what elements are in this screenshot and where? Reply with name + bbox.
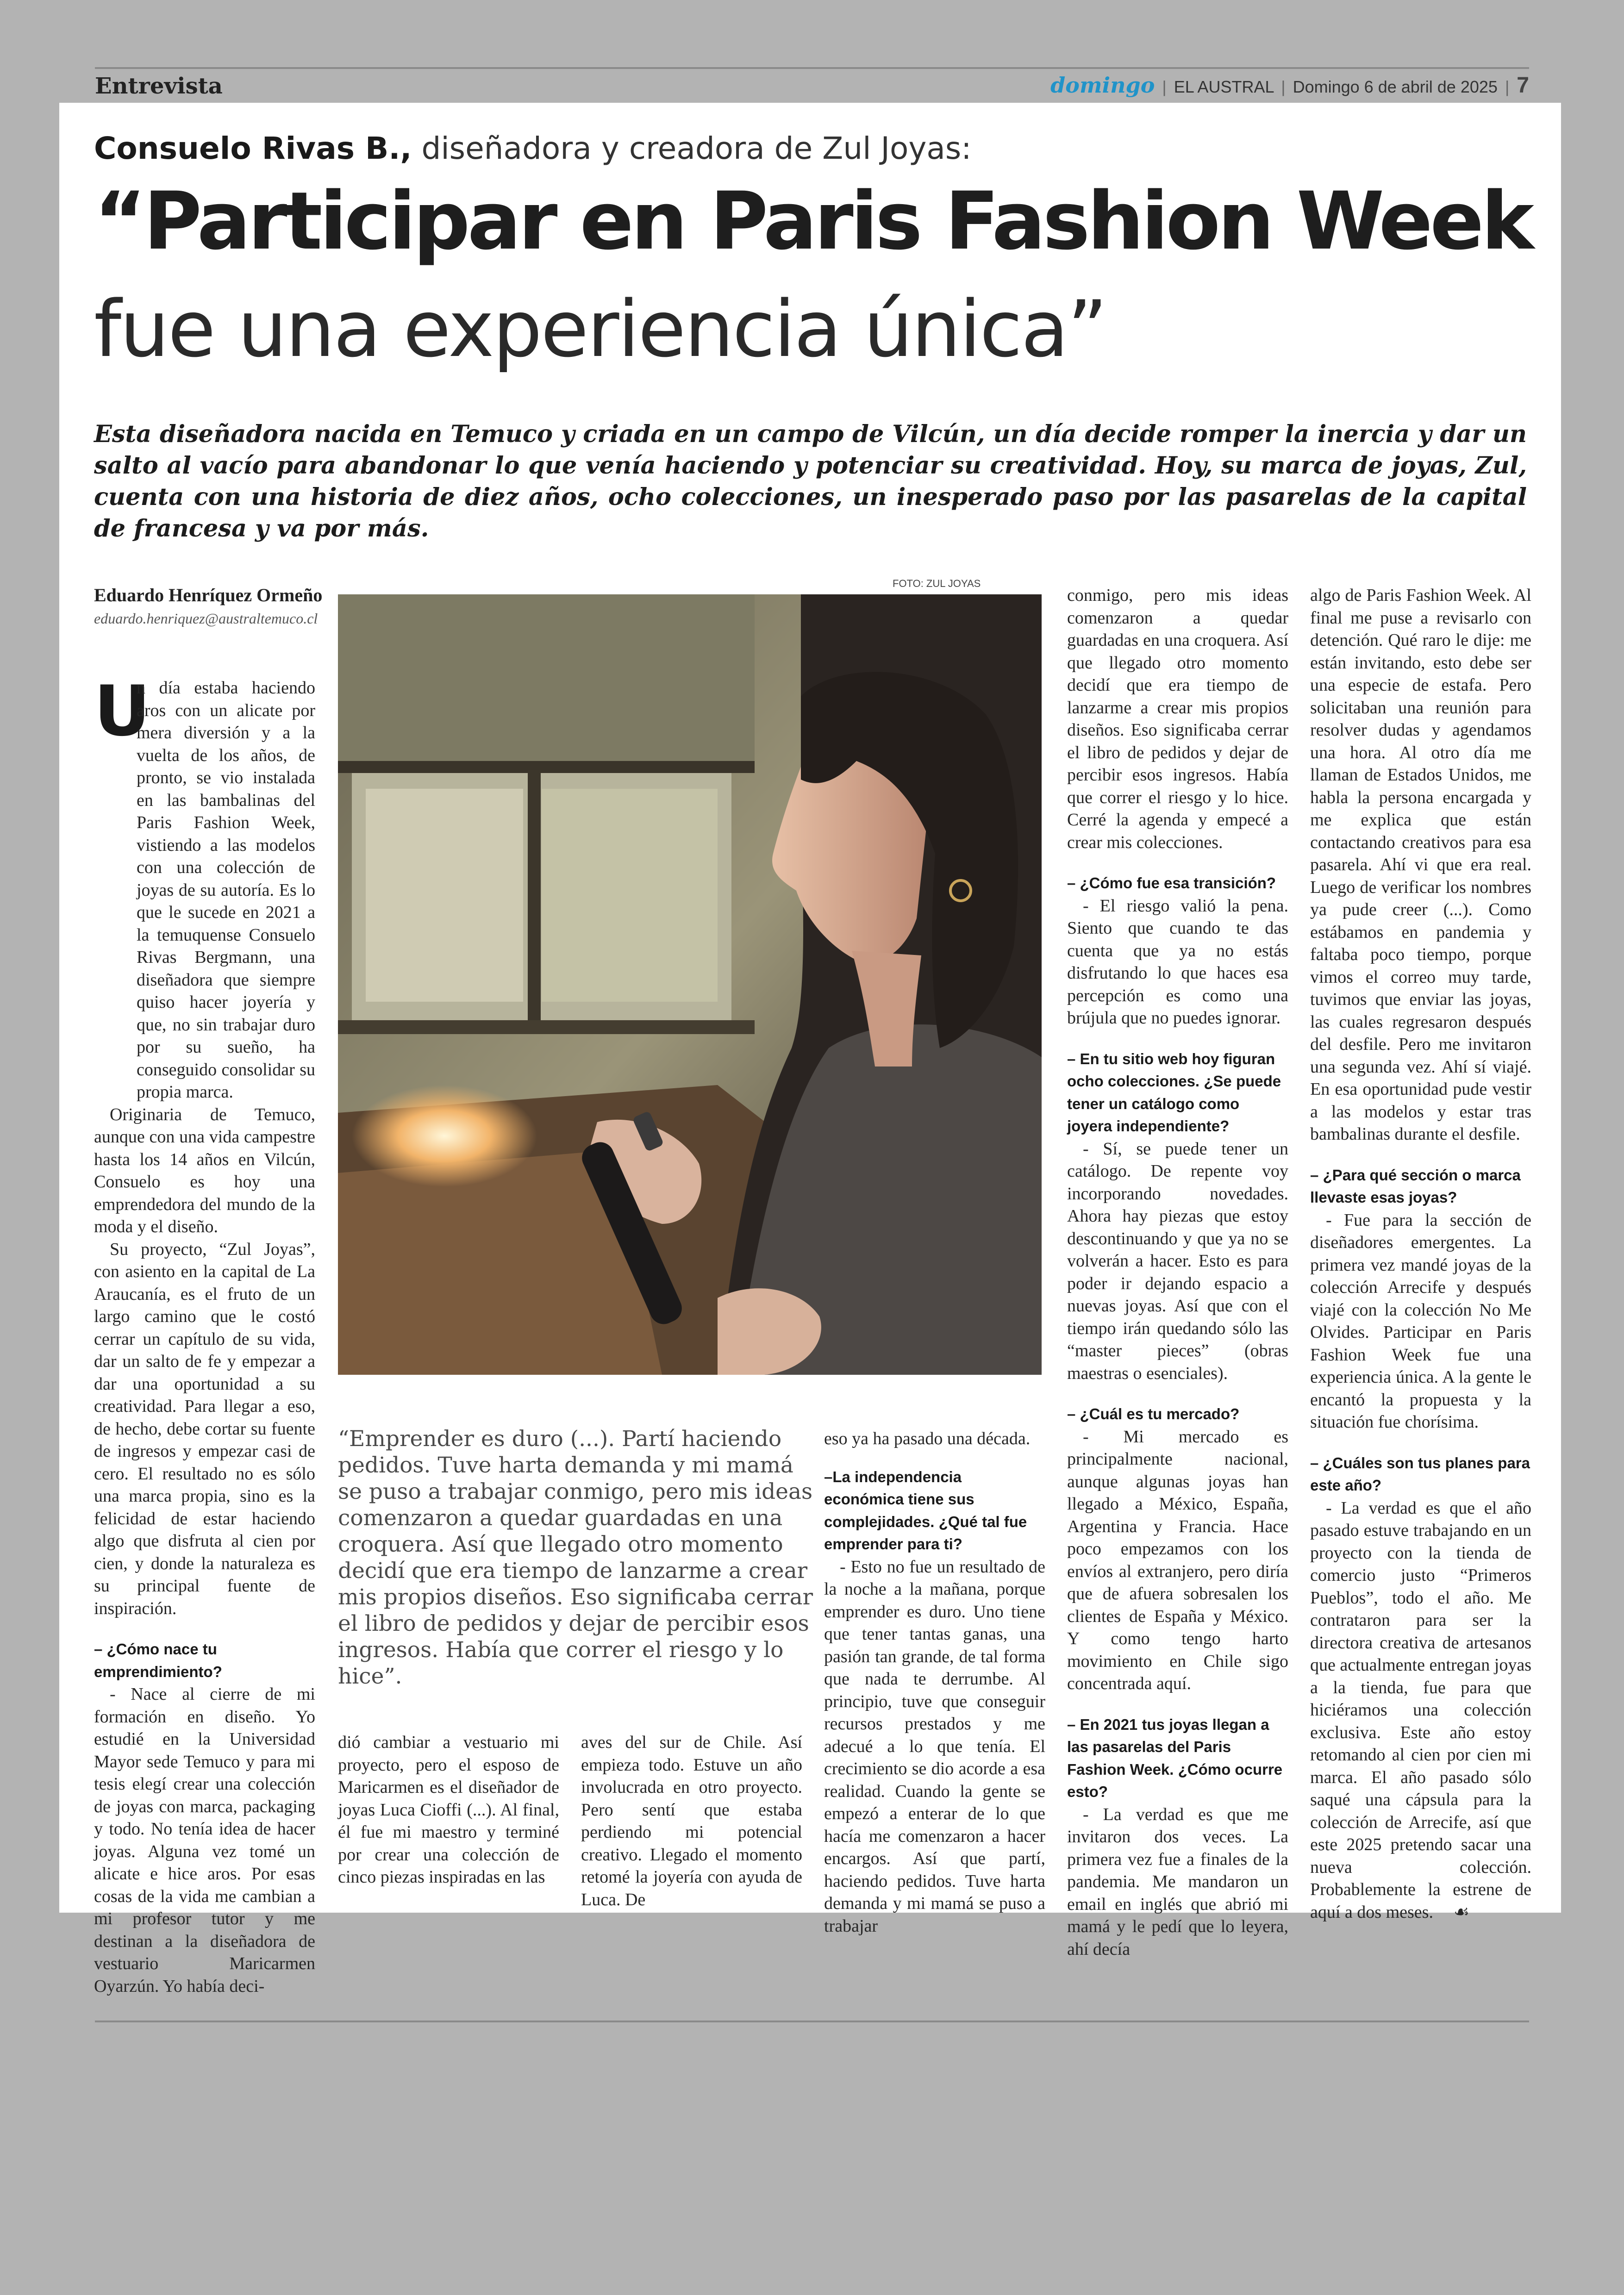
paragraph: dió cambiar a vestuario mi proyecto, pero el esposo de Maricarmen es el diseñador de joyas Luca Cioffi (...). Al final, él fue mi maestro y terminé por crear una colección de cinco piezas inspiradas en las [338, 1733, 559, 1887]
interview-question: – ¿Cómo fue esa transición? [1067, 874, 1276, 892]
page-header [95, 69, 1529, 103]
column-3-bottom [581, 1731, 802, 1911]
interview-question: – ¿Para qué sección o marca llevaste esas joyas? [1310, 1166, 1521, 1206]
column-1 [94, 671, 315, 1997]
section-label: Entrevista [95, 73, 223, 99]
newspaper-name: EL AUSTRAL [1174, 77, 1274, 96]
column-5 [1310, 584, 1531, 1923]
headline-line-1: “Participar en Paris Fashion Week [94, 175, 1531, 268]
paragraph: - El riesgo valió la pena. Siento que cuando te das cuenta que ya no estás disfrutando lo que haces esa percepción es como una brújula que no puedes ignorar. [1067, 896, 1288, 1028]
end-of-article-icon: ☙ [1453, 1902, 1470, 1922]
interview-question: – En 2021 tus joyas llegan a las pasarelas del Paris Fashion Week. ¿Cómo ocurre esto? [1067, 1715, 1283, 1800]
interviewee-name: Consuelo Rivas B., [94, 131, 412, 166]
folio-divider: | [1162, 77, 1167, 96]
paragraph: - Sí, se puede tener un catálogo. De repente voy incorporando novedades. Ahora hay piezas que estoy descontinuando y que ya no se volverán a hacer. Esto es para poder ir dejando espacio a nuevas joyas. Así que con el tiempo irán quedando sólo las “master pieces” (obras maestras o esenciales). [1067, 1139, 1288, 1383]
article-deck: Esta diseñadora nacida en Temuco y criada en un campo de Vilcún, un día decide romper la inercia y dar un salto al vacío para abandonar lo que venía haciendo y potenciar su creatividad. Hoy, su marca de joyas, Zul, cuenta con una historia de diez años, ocho colecciones, un inesperado paso por las pasarelas de la capital de francesa y va por más. [94, 420, 1527, 543]
paragraph: aves del sur de Chile. Así empieza todo. Estuve un año involucrada en otro proyecto. Pero sentí que estaba perdiendo mi potencial creativo. Llegado el momento retomé la joyería con ayuda de Luca. De [581, 1733, 802, 1909]
paragraph-text: n día estaba haciendo aros con un alicate por mera diversión y a la vuelta de los años, de pronto, se vio instalada en las bambalinas del Paris Fashion Week, vistiendo a las modelos con una colección de joyas de su autoría. Es lo que le sucede en 2021 a la temuquense Consuelo Rivas Bergmann, una diseñadora que siempre quiso hacer joyería y que, no sin trabajar duro por su sueño, ha conseguido consolidar su propia marca. [137, 678, 315, 1102]
folio-divider: | [1505, 77, 1510, 96]
author-email: eduardo.henriquez@australtemuco.cl [94, 610, 318, 627]
column-3 [824, 1428, 1045, 1937]
paragraph: - Esto no fue un resultado de la noche a la mañana, porque emprender es duro. Uno tiene que tener tantas ganas, una pasión tan grande, de tal forma que nada te derrumbe. Al principio, tuve que conseguir recursos prestados y me adecué a lo que tenía. El crecimiento se dio acorde a esa realidad. Cuando la gente se empezó a enterar de lo que hacía me comenzaron a hacer encargos. Así que partí, haciendo pedidos. Tuve harta demanda y mi mamá se puso a trabajar [824, 1557, 1045, 1936]
paragraph: Originaria de Temuco, aunque con una vida campestre hasta los 14 años en Vilcún, Consuelo es hoy una emprendedora del mundo de la moda y el diseño. [94, 1104, 315, 1236]
pull-quote: “Emprender es duro (...). Partí haciendo pedidos. Tuve harta demanda y mi mamá se puso a trabajar conmigo, pero mis ideas comenzaron a quedar guardadas en una croquera. Así que llegado otro momento decidí que era tiempo de lanzarme a crear mis propios diseños. Eso significaba cerrar el libro de pedidos y dejar de percibir esos ingresos. Había que correr el riesgo y lo hice”. [338, 1426, 813, 1689]
article-page [59, 103, 1561, 1996]
issue-date: Domingo 6 de abril de 2025 [1293, 77, 1498, 96]
interview-question: – ¿Cuál es tu mercado? [1067, 1405, 1240, 1422]
interview-question: –La independencia económica tiene sus complejidades. ¿Qué tal fue emprender para ti? [824, 1468, 1027, 1553]
headline-line-2: fue una experiencia única” [94, 284, 1106, 374]
paragraph: - Nace al cierre de mi formación en diseño. Yo estudié en la Universidad Mayor sede Temuco y para mi tesis elegí crear una colección de joyas con marca, packaging y todo. No tenía idea de hacer joyas. Alguna vez tomé un alicate e hice aros. Por esas cosas de la vida me cambian a mi profesor tutor y me destinan a la diseñadora de vestuario Maricarmen Oyarzún. Yo había deci- [94, 1684, 315, 1996]
paragraph [94, 671, 315, 1104]
top-rule [95, 67, 1529, 69]
paragraph [1310, 1497, 1531, 1924]
paragraph: algo de Paris Fashion Week. Al final me puse a revisarlo con detención. Qué raro le dije: me están invitando, esto debe ser una especie de estafa. Pero solicitaban una reunión para resolver dudas y agendamos una hora. Al otro día me llaman de Estados Unidos, me habla la persona encargada y me explica que están contactando creativos para esa pasarela. Ahí vi que era real. Luego de verificar los nombres ya pude creer (...). Como estábamos en pandemia y faltaba poco tiempo, porque vimos el correo muy tarde, tuvimos que enviar las joyas, las cuales regresaron después del desfile. Pero me invitaron una segunda vez. Ahí sí viajé. En esa oportunidad pude vestir a las modelos y estar tras bambalinas durante el desfile. [1310, 586, 1531, 1144]
paragraph-text: - La verdad es que el año pasado estuve trabajando en un proyecto con la tienda de comercio justo “Primeros Pueblos”, todo el año. Me contrataron para ser la directora creativa de artesanos que actualmente entregan joyas a la tienda, fue para que hiciéramos una colección exclusiva. Este año estoy retomando al cien por cien mi marca. El año pasado sólo saqué una cápsula para la colección de Arrecife, así que este 2025 pretendo sacar una nueva colección. Probablemente la estrene de aquí a dos meses. [1310, 1498, 1531, 1922]
interview-question: – En tu sitio web hoy figuran ocho colecciones. ¿Se puede tener un catálogo como joyera independiente? [1067, 1050, 1281, 1135]
interview-question: – ¿Cómo nace tu emprendimiento? [94, 1640, 222, 1680]
page-number: 7 [1517, 73, 1529, 98]
folio-divider: | [1281, 77, 1286, 96]
photo-credit: FOTO: ZUL JOYAS [893, 578, 981, 589]
designer-photo [338, 594, 1042, 1375]
paragraph: - Fue para la sección de diseñadores emergentes. La primera vez mandé joyas de la colección Arrecife y después viajé con la colección No Me Olvides. Participar en Paris Fashion Week fue una experiencia única. A la gente le encantó la propuesta y la situación fue chorísima. [1310, 1210, 1531, 1432]
column-4 [1067, 584, 1288, 1960]
byline: Eduardo Henríquez Ormeño [94, 585, 323, 605]
interviewee-role: diseñadora y creadora de Zul Joyas: [412, 131, 972, 166]
interview-question: – ¿Cuáles son tus planes para este año? [1310, 1454, 1530, 1494]
bottom-rule [95, 2021, 1529, 2022]
headline-kicker [94, 131, 971, 166]
paragraph: - La verdad es que me invitaron dos veces. La primera vez fue a finales de la pandemia. Me mandaron un email en inglés que abrió mi mamá y le pedí que lo leyera, ahí decía [1067, 1804, 1288, 1959]
paragraph: - Mi mercado es principalmente nacional, aunque algunas joyas han llegado a México, España, Argentina y Francia. Hace poco empezamos con los envíos al extranjero, pero diría que de afuera sobresalen los clientes de España y México. Y como tengo harto movimiento en Chile sigo concentrada aquí. [1067, 1427, 1288, 1693]
drop-cap: U [94, 671, 150, 752]
column-2-bottom [338, 1731, 559, 1889]
folio [1050, 73, 1529, 98]
paragraph: conmigo, pero mis ideas comenzaron a quedar guardadas en una croquera. Así que llegado otro momento decidí que era tiempo de lanzarme a crear mis propios diseños. Eso significaba cerrar el libro de pedidos y dejar de percibir esos ingresos. Había que correr el riesgo y lo hice. Cerré la agenda y empecé a crear mis colecciones. [1067, 586, 1288, 852]
supplement-brand: domingo [1050, 73, 1155, 98]
paragraph: eso ya ha pasado una década. [824, 1429, 1031, 1448]
photo-illustration [338, 594, 1042, 1375]
paragraph: Su proyecto, “Zul Joyas”, con asiento en la capital de La Araucanía, es el fruto de un largo camino que le costó cerrar un capítulo de su vida, dar un salto de fe y empezar a dar una oportunidad a su creatividad. Para llegar a eso, de hecho, debe cortar su fuente de ingresos y empezar casi de cero. El resultado no es sólo una marca propia, sino es la felicidad de estar haciendo algo que disfruta al cien por cien, y donde la naturaleza es su principal fuente de inspiración. [94, 1239, 315, 1618]
